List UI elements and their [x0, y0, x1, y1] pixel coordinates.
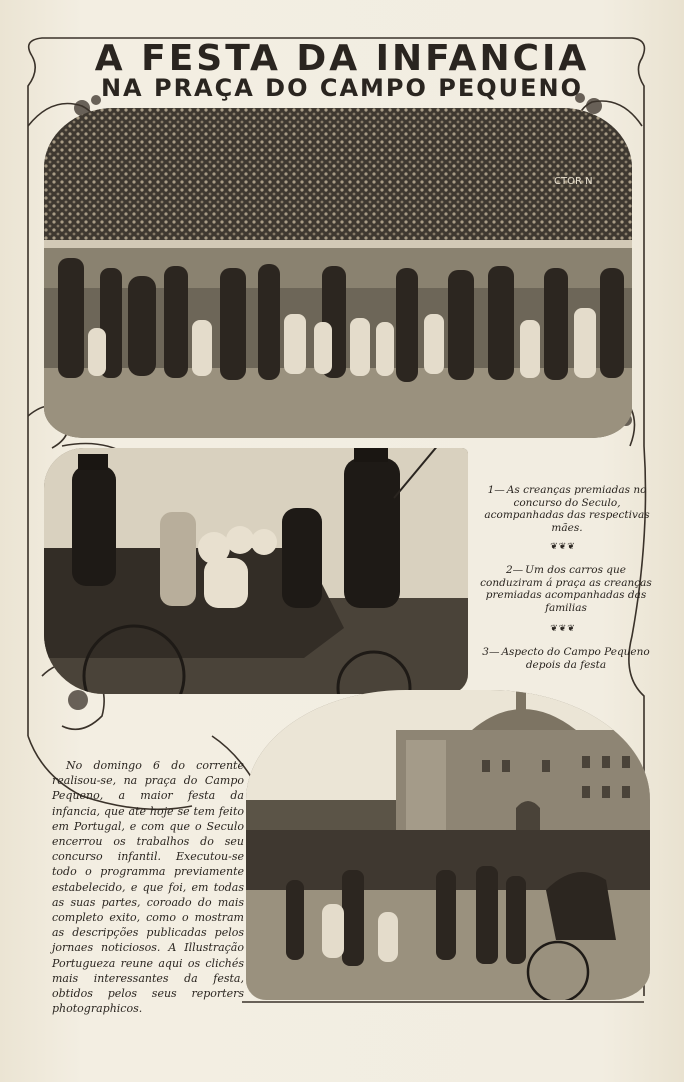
caption-3: [480, 646, 652, 671]
caption-2-text: Um dos carros que conduziram á praça as creanças premiadas acompanhadas das familias: [480, 564, 652, 614]
separator-ornament: ❦❦❦: [550, 624, 576, 634]
photo-carriage: [44, 448, 468, 694]
caption-1-text: As creanças premiadas no concurso do Seculo, acompanhadas das respectivas mães.: [484, 484, 650, 534]
caption-1-number: 1—: [487, 484, 505, 496]
caption-1: [482, 484, 652, 534]
photo-children-arena: [44, 108, 632, 438]
caption-2-number: 2—: [505, 564, 524, 576]
separator-ornament: ❦❦❦: [550, 542, 576, 552]
page-title: A FESTA DA INFANCIA: [94, 38, 590, 79]
caption-2: [476, 564, 656, 614]
page-subtitle: NA PRAÇA DO CAMPO PEQUENO: [100, 74, 584, 102]
arena-sign: CTOR N: [554, 176, 593, 187]
caption-3-number: 3—: [482, 646, 500, 658]
article-body: No domingo 6 do corrente realisou-se, na praça do Campo Pequeno, a maior festa da infancia, que ate hoje se tem feito em Portugal, e com que o Seculo encerrou os trabalhos do seu concurso infantil. Executou-se todo o programma previamente estabelecido, e que foi, em todas as suas partes, coroado do mais completo exito, como o mostram as descripções publicadas pelos jornaes noticiosos. A Illustração Portugueza reune aqui os clichés mais interessantes da festa, obtidos pelos seus reporters photographicos.: [52, 759, 244, 1016]
caption-3-text: Aspecto do Campo Pequeno depois da festa: [501, 646, 650, 671]
photo-campo-pequeno: [246, 690, 650, 1000]
